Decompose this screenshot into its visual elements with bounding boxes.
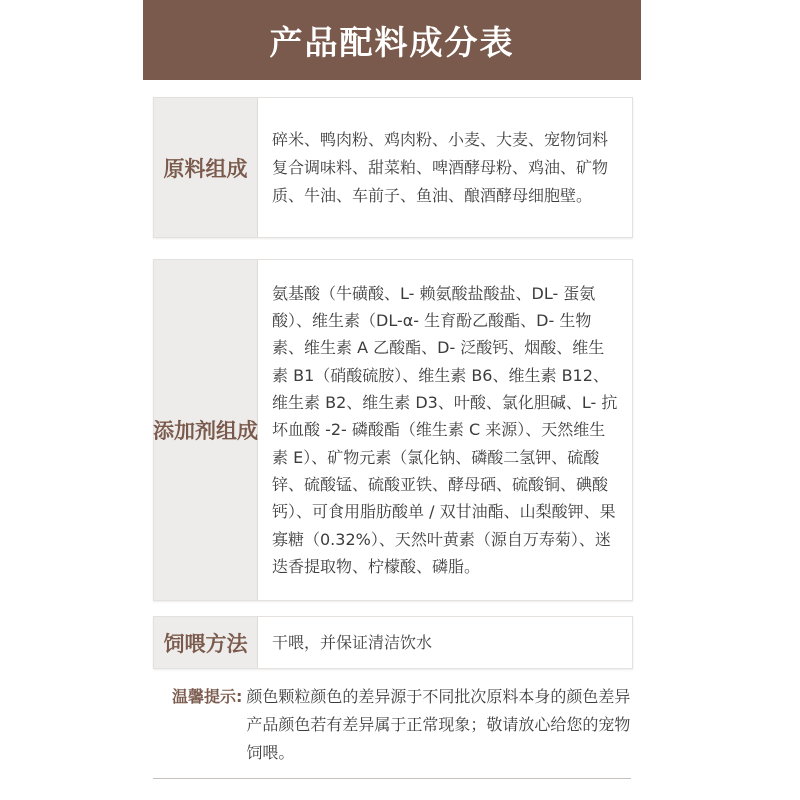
additives-content bbox=[258, 260, 632, 600]
ingredients-content bbox=[258, 98, 632, 237]
feeding-content bbox=[258, 617, 632, 668]
page-title-text: 产品配料成分表 bbox=[269, 22, 515, 62]
additives-label: 添加剂组成 bbox=[154, 260, 258, 600]
warm-tip bbox=[172, 683, 632, 767]
ingredients-text: 碎米、鸭肉粉、鸡肉粉、小麦、大麦、宠物饲料复合调味料、甜菜粕、啤酒酵母粉、鸡油、矿物质、牛油、车前子、鱼油、酿酒酵母细胞壁。 bbox=[272, 129, 609, 205]
additives-row bbox=[153, 259, 633, 601]
feeding-row bbox=[153, 616, 633, 669]
ingredients-row bbox=[153, 97, 633, 238]
ingredients-label: 原料组成 bbox=[154, 98, 258, 237]
warm-tip-text: 颜色颗粒颜色的差异源于不同批次原料本身的颜色差异产品颜色若有差异属于正常现象；敬请放心给您的宠物饲喂。 bbox=[246, 687, 631, 762]
feeding-label: 饲喂方法 bbox=[154, 617, 258, 668]
page-title bbox=[143, 0, 641, 80]
bottom-divider bbox=[153, 778, 631, 779]
additives-text: 氨基酸（牛磺酸、L- 赖氨酸盐酸盐、DL- 蛋氨酸）、维生素（DL-α- 生育酚乙酸酯、D- 生物素、维生素 A 乙酸酯、D- 泛酸钙、烟酸、维生素 B1（硝酸硫胺）、维生素 B6、维生素 B12、维生素 B2、维生素 D3、叶酸、氯化胆碱、L- 抗坏血酸 -2- 磷酸酯（维生素 C 来源）、天然维生素 E）、矿物元素（氯化钠、磷酸二氢钾、硫酸锌、硫酸锰、硫酸亚铁、酵母硒、硫酸铜、碘酸钙）、可食用脂肪酸单 / 双甘油酯、山梨酸钾、果寡糖（0.32%）、天然叶黄素（源自万寿菊）、迷迭香提取物、柠檬酸、磷脂。 bbox=[272, 283, 618, 576]
feeding-text: 干喂，并保证清洁饮水 bbox=[272, 632, 433, 652]
warm-tip-label: 温馨提示: bbox=[172, 687, 243, 706]
